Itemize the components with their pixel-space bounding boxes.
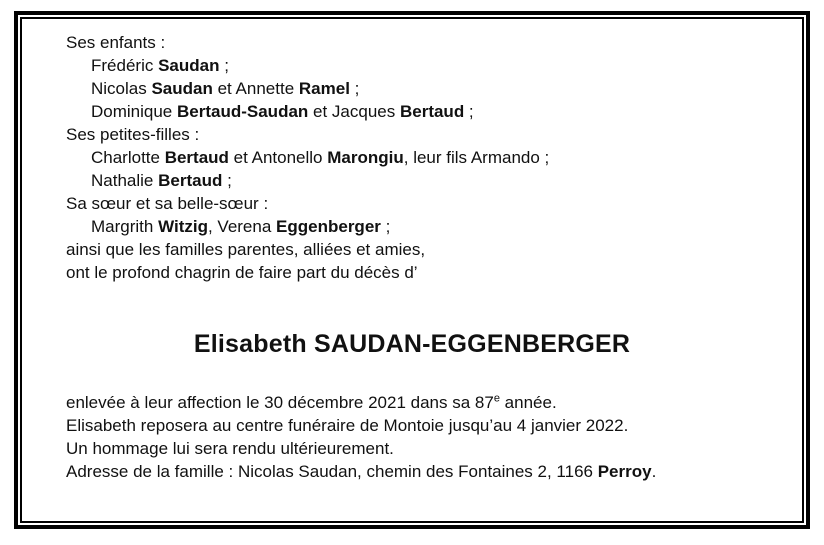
text-segment: ; <box>464 102 474 121</box>
name-bold-segment: Eggenberger <box>276 217 381 236</box>
text-segment: année. <box>499 393 557 412</box>
text-segment: e <box>493 392 500 405</box>
detail-lines-block <box>66 391 758 483</box>
text-segment: ; <box>380 217 391 236</box>
text-segment: Ses enfants : <box>66 33 166 52</box>
notice-line <box>66 460 758 483</box>
name-bold-segment: Perroy <box>597 462 652 481</box>
name-bold-segment: Bertaud <box>399 102 465 121</box>
name-bold-segment: Bertaud <box>164 148 229 167</box>
notice-line <box>66 261 758 284</box>
notice-line <box>66 215 758 238</box>
notice-line <box>66 437 758 460</box>
name-bold-segment: Ramel <box>298 79 350 98</box>
notice-line <box>66 54 758 77</box>
notice-line <box>66 391 758 414</box>
text-segment: et Jacques <box>308 102 400 121</box>
text-segment: ; <box>219 56 229 75</box>
text-segment: Elisabeth reposera au centre funéraire de Montoie jusqu’au 4 janvier 2022. <box>66 416 629 435</box>
notice-line <box>66 414 758 437</box>
text-segment: Charlotte <box>91 148 165 167</box>
text-segment: et Annette <box>212 79 299 98</box>
text-segment: Margrith <box>91 217 159 236</box>
text-segment: , leur fils Armando ; <box>403 148 550 167</box>
text-segment: . <box>651 462 657 481</box>
notice-line <box>66 192 758 215</box>
text-segment: ainsi que les familles parentes, alliées et amies, <box>66 240 426 259</box>
text-segment: Un hommage lui sera rendu ultérieurement. <box>66 439 394 458</box>
name-bold-segment: Marongiu <box>327 148 404 167</box>
notice-line <box>66 169 758 192</box>
notice-line <box>66 123 758 146</box>
text-segment: et Antonello <box>228 148 328 167</box>
text-segment: Sa sœur et sa belle-sœur : <box>66 194 269 213</box>
name-bold-segment: Bertaud <box>158 171 223 190</box>
text-segment: Ses petites-filles : <box>66 125 200 144</box>
text-segment: , Verena <box>207 217 277 236</box>
notice-line <box>66 100 758 123</box>
text-segment: Nicolas <box>91 79 152 98</box>
text-segment: ; <box>349 79 360 98</box>
name-bold-segment: Saudan <box>158 56 220 75</box>
notice-line <box>66 146 758 169</box>
notice-line <box>66 77 758 100</box>
text-segment: Dominique <box>91 102 177 121</box>
text-segment: Nathalie <box>91 171 159 190</box>
family-lines-block <box>66 31 758 284</box>
text-segment: ; <box>222 171 232 190</box>
name-bold-segment: Bertaud-Saudan <box>177 102 309 121</box>
text-segment: Adresse de la famille : Nicolas Saudan, chemin des Fontaines 2, 1166 <box>66 462 598 481</box>
name-bold-segment: Witzig <box>158 217 208 236</box>
notice-line <box>66 238 758 261</box>
notice-line <box>66 31 758 54</box>
outer-border-frame <box>14 11 810 529</box>
inner-border-frame <box>20 17 804 523</box>
text-segment: ont le profond chagrin de faire part du décès d’ <box>66 263 418 282</box>
name-bold-segment: Saudan <box>151 79 213 98</box>
deceased-name: Elisabeth SAUDAN-EGGENBERGER <box>193 330 631 358</box>
text-segment: enlevée à leur affection le 30 décembre 2021 dans sa 87 <box>66 393 494 412</box>
text-segment: Frédéric <box>91 56 159 75</box>
